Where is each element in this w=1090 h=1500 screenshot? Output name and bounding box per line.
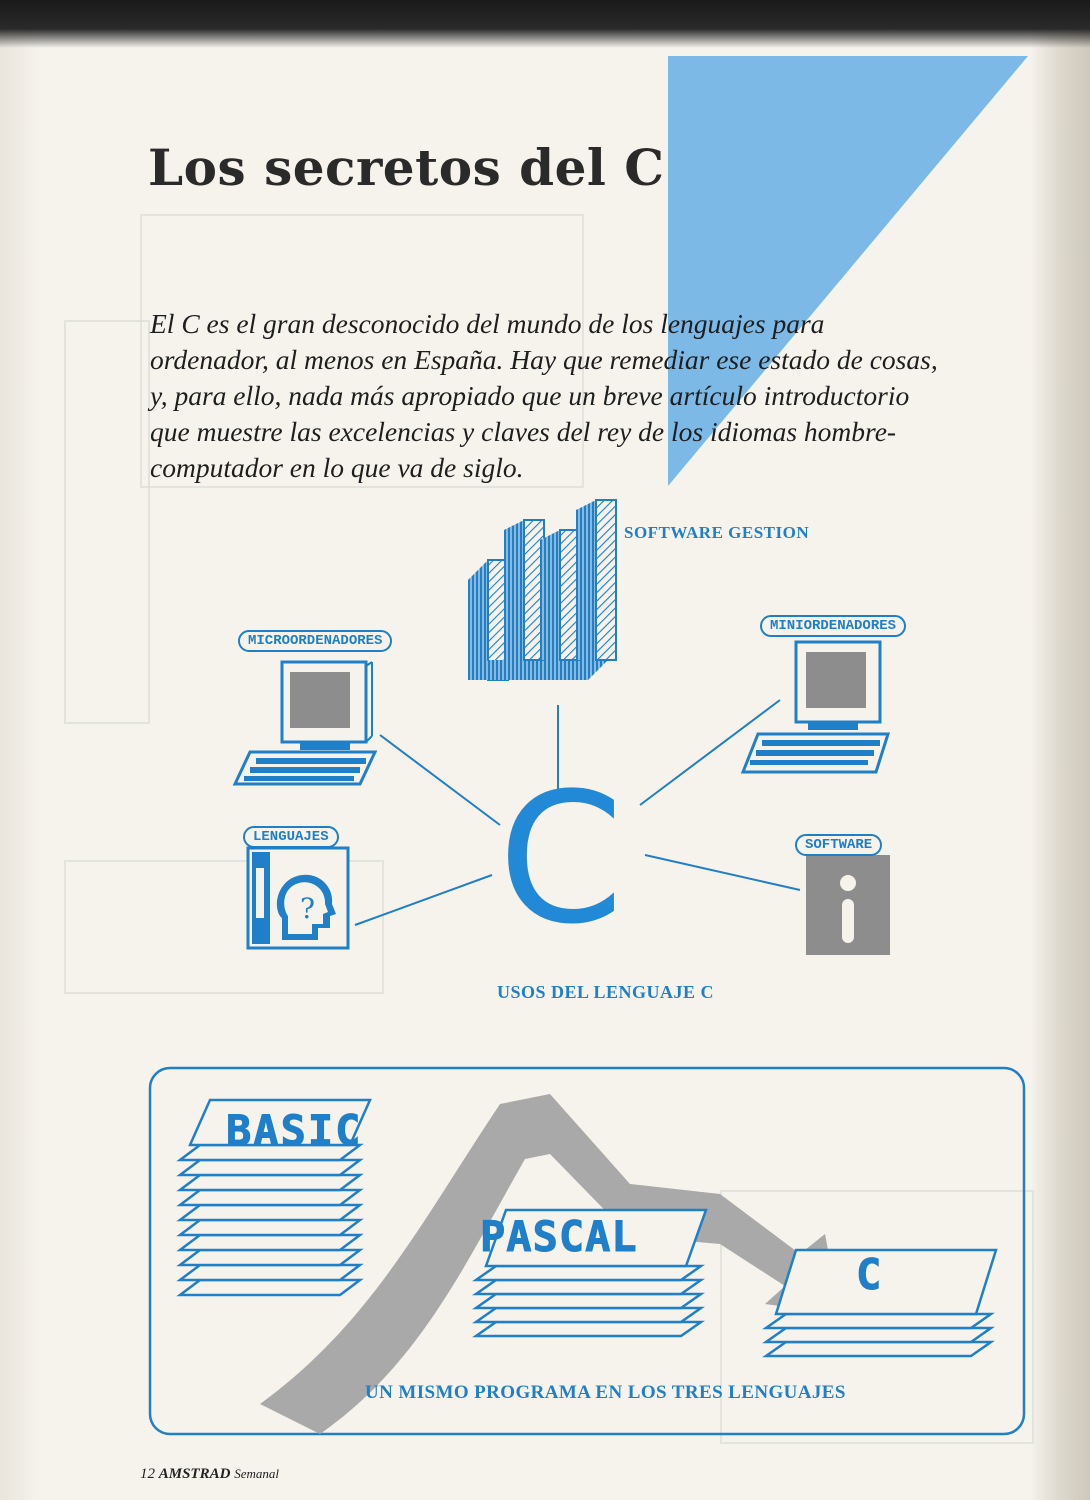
label-software: SOFTWARE [795,834,882,856]
label-lenguajes: LENGUAJES [243,826,339,848]
question-head-icon [248,848,358,958]
microcomputer-icon [230,662,380,792]
intro-line: computador en lo que va de siglo. [150,452,524,483]
minicomputer-icon [738,642,888,772]
label-c: C [856,1250,882,1299]
label-software-gestion: SOFTWARE GESTION [624,523,810,542]
page-footer [140,1466,279,1483]
article-title: Los secretos del C [148,138,665,197]
intro-line: ordenador, al menos en España. Hay que remediar ese estado de cosas, [150,344,938,375]
label-pascal: PASCAL [480,1212,638,1261]
label-microordenadores: MICROORDENADORES [238,630,392,652]
floppy-disk-icon [806,855,896,965]
svg-text:?: ? [300,892,316,925]
page-number: 12 [140,1466,155,1482]
label-miniordenadores: MINIORDENADORES [760,615,906,637]
bar-chart-icon [468,500,628,680]
intro-line: El C es el gran desconocido del mundo de los lenguajes para [150,308,825,339]
center-c-letter: C [498,755,624,964]
caption-usos-lenguaje-c: USOS DEL LENGUAJE C [497,982,715,1002]
caption-mismo-programa: UN MISMO PROGRAMA EN LOS TRES LENGUAJES [365,1382,846,1403]
magazine-edition: Semanal [234,1466,279,1481]
intro-line: y, para ello, nada más apropiado que un breve artículo introductorio [150,380,910,411]
label-basic: BASIC [226,1106,363,1155]
magazine-name: AMSTRAD [158,1466,231,1482]
intro-line: que muestre las excelencias y claves del rey de los idiomas hombre- [150,416,897,447]
